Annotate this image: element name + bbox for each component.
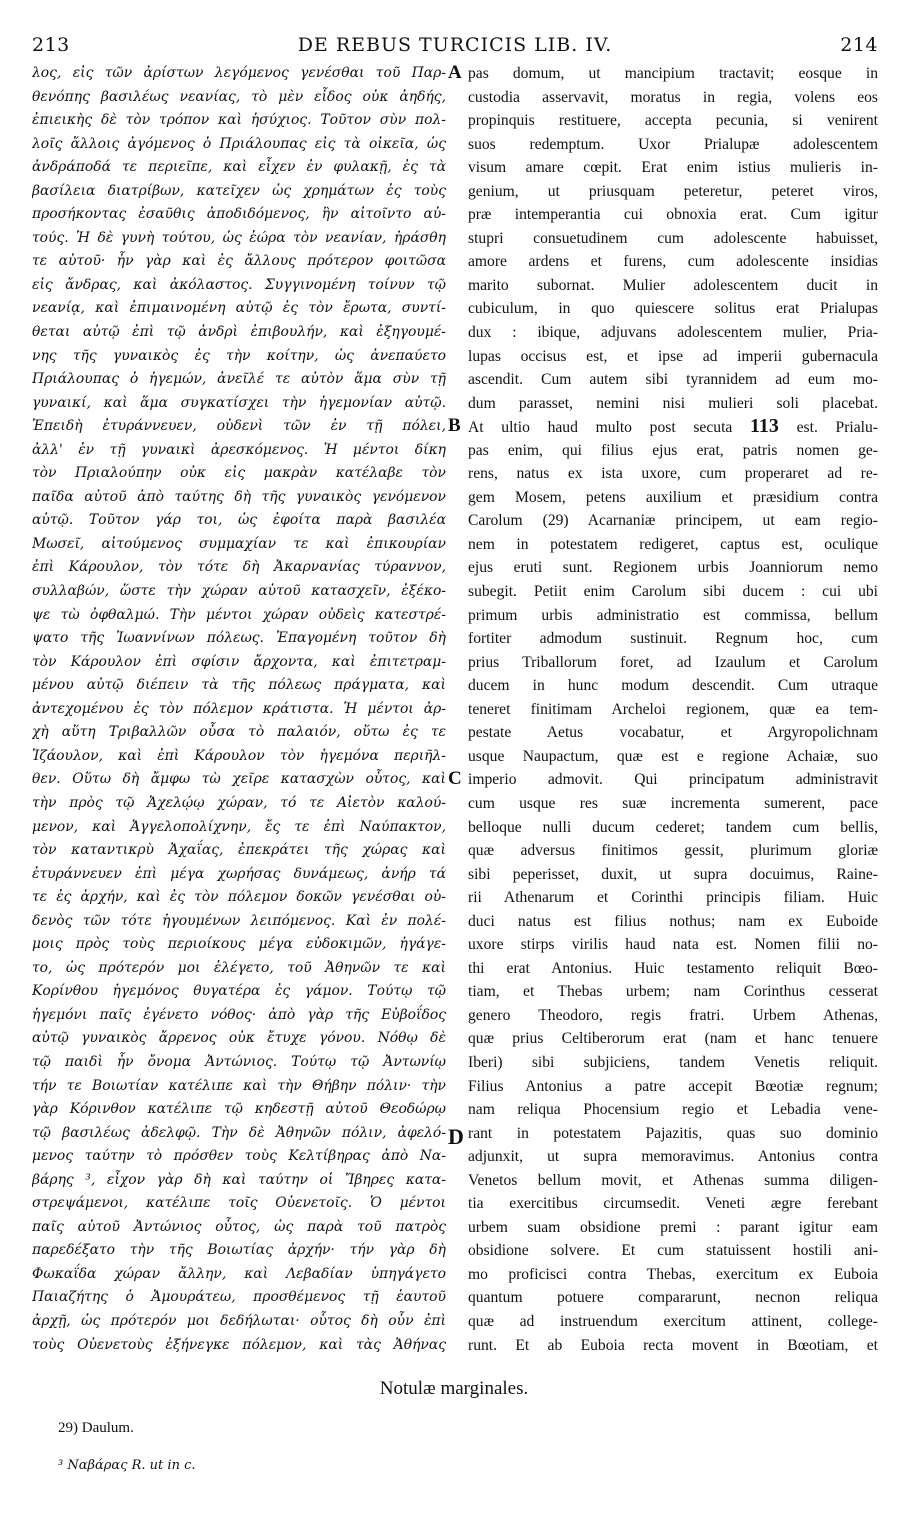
latin-line-b-start: At ultio haud multo post secuta <box>468 419 751 437</box>
latin-lines-before-b <box>468 62 878 415</box>
greek-text-line: τὴν πρὸς τῷ Ἀχελῴῳ χώραν, τό τε Αἰετὸν καλού- <box>32 794 446 811</box>
latin-line-b-end: est. Prialu- <box>778 419 878 437</box>
latin-text-line: obsidione solvere. Et cum statuissent hostili ani- <box>468 1242 878 1260</box>
latin-text-line: dux : ibique, adjuvans adolescentem mulier, Pria- <box>468 324 878 342</box>
greek-text-line: Φωκαΐδα χώραν ἄλλην, καὶ Λεβαδίαν ὑπηγάγετο <box>32 1265 446 1282</box>
latin-text-line: Filius Antonius a patre accepit Bœotiæ regnum; <box>468 1077 878 1095</box>
greek-text-line: Ἐπειδὴ ἐτυράννευεν, οὐδενὶ τῶν ἐν τῇ πόλει, <box>32 418 446 435</box>
latin-text-line: dum parasset, nemini nisi mulieri soli placebat. <box>468 394 878 412</box>
greek-text-line: ἐπιεικὴς δὲ τὸν τρόπον καὶ ἡσύχιος. Τοῦτον σὺν πολ- <box>32 112 446 129</box>
latin-text-line: uxore stirps virilis haud nata est. Nomen filii no- <box>468 936 878 954</box>
latin-text-line: pestate Aetus vocabatur, et Argyropolichnam <box>468 724 878 742</box>
latin-text-line: quæ ad instruendum exercitum attinent, college- <box>468 1312 878 1330</box>
greek-text-line: δενὸς τῶν τότε ἡγουμένων λειπόμενος. Καὶ ἐν πολέ- <box>32 912 446 929</box>
latin-text-line: ducem in hunc modum descendit. Cum utraque <box>468 677 878 695</box>
latin-text-line: cubiculum, in quo quiescere solitus erat Prialupas <box>468 300 878 318</box>
latin-text-line: pas enim, qui filius ejus erat, patris nomen ge- <box>468 441 878 459</box>
latin-text-line: rens, natus ex ista uxore, cum properaret ad re- <box>468 465 878 483</box>
greek-text-line: Κορίνθου ἡγεμόνος θυγατέρα ἐς γάμον. Τούτῳ τῷ <box>32 983 446 1000</box>
latin-text-line: quæ adversus finitimos gessit, plurimum gloriæ <box>468 842 878 860</box>
latin-text-line: nem in potestatem redigeret, captus est, oculique <box>468 535 878 553</box>
latin-text-line: propinquis restituere, accepta pecunia, si venirent <box>468 112 878 130</box>
latin-text-line: marito subornat. Mulier adolescentem ducit in <box>468 276 878 294</box>
latin-text-line: runt. Et ab Euboia recta movent in Bœotiam, et <box>468 1336 878 1354</box>
greek-text-line: τοὺς Οὐενετοὺς ἐξήνεγκε πόλεμον, καὶ τὰς Ἀθήνας <box>32 1336 446 1353</box>
greek-text-line: αὐτῷ. Τοῦτον γάρ τοι, ὡς ἐφοίτα παρὰ βασιλέα <box>32 512 446 529</box>
greek-text-line: ἐπὶ Κάρουλον, τὸν τότε δὴ Ἀκαρνανίας τύραννον, <box>32 559 446 576</box>
greek-text-line: αὐτῷ γυναικὸς ἄρρενος οὐκ ἔτυχε γόνου. Νόθῳ δὲ <box>32 1030 446 1047</box>
latin-text-line: mo proficisci contra Thebas, exercitum ex Euboia <box>468 1265 878 1283</box>
greek-text-line: ψε τὼ ὀφθαλμώ. Τὴν μέντοι χώραν οὐδεὶς κατεστρέ- <box>32 606 446 623</box>
latin-text-line: ascendit. Cum autem sibi tyrannidem ad eum mo- <box>468 371 878 389</box>
latin-text-line: tiam, et Thebas urbem; nam Corinthus cesserat <box>468 983 878 1001</box>
greek-text-line: θεν. Οὕτω δὴ ἄμφω τὼ χεῖρε κατασχὼν οὗτος, καὶ <box>32 771 446 788</box>
greek-text-line: Πριάλουπας ὁ ἡγεμών, ἀνεῖλέ τε αὐτὸν ἅμα σὺν τῇ <box>32 371 446 388</box>
greek-text-line: συλλαβών, ὥστε τὴν χώραν αὐτοῦ κατασχεῖν, ἐξέκο- <box>32 583 446 600</box>
greek-text-line: στρεψάμενοι, κατέλιπε τοῖς Οὐενετοῖς. Ὁ μέντοι <box>32 1195 446 1212</box>
greek-text-line: ἡγεμόνι παῖς ἐγένετο νόθος· ἀπὸ γὰρ τῆς Εὐβοΐδος <box>32 1006 446 1023</box>
greek-text-line: ἀντεχομένου ἐς τὸν πόλεμον κράτιστα. Ἡ μέντοι ἀρ- <box>32 700 446 717</box>
latin-text-line: urbem suam obsidione premi : parant igitur eam <box>468 1218 878 1236</box>
latin-text-line: prius Triballorum foret, ad Izaulum et Carolum <box>468 653 878 671</box>
latin-text-column <box>468 62 878 1357</box>
latin-text-line: rant in potestatem Pajazitis, quas suo dominio <box>468 1124 878 1142</box>
latin-text-line: quantum potuere compararunt, necnon reliqua <box>468 1289 878 1307</box>
greek-text-line: τὸν Κάρουλον ἐπὶ σφίσιν ἄρχοντα, καὶ ἐπιτετραμ- <box>32 653 446 670</box>
latin-text-line: imperio admovit. Qui principatum administravit <box>468 771 878 789</box>
footnote-29: 29) Daulum. <box>58 1420 134 1436</box>
greek-text-line: βάρης ³, εἶχον γὰρ δὴ καὶ ταύτην οἱ Ἴβηρες κατα- <box>32 1171 446 1188</box>
latin-text-line: tia exercitibus circumsedit. Veneti ægre ferebant <box>468 1195 878 1213</box>
latin-text-line: pas domum, ut mancipium tractavit; eosque in <box>468 65 878 82</box>
greek-text-line: Μωσεῖ, αἰτούμενος συμμαχίαν τε καὶ ἐπικουρίαν <box>32 535 446 552</box>
greek-text-line: μενον, καὶ Ἀγγελοπολίχνην, ἔς τε ἐπὶ Ναύπακτον, <box>32 818 446 835</box>
greek-text-line: γυναικί, καὶ ἅμα συγκατίσχει τὴν ἡγεμονίαν αὐτῷ. <box>32 394 446 411</box>
latin-text-line: gem Mosem, petens auxilium et præsidium contra <box>468 488 878 506</box>
margin-marker-b: B <box>448 415 461 436</box>
greek-text-line: ἀλλ' ἐν τῇ γυναικὶ ἀρεσκόμενος. Ἡ μέντοι δίκη <box>32 441 446 458</box>
latin-text-line: amore ardens et furens, cum adolescente insidias <box>468 253 878 271</box>
greek-text-line: ἀρχῇ, ὡς πρότερόν μοι δεδήλωται· οὗτος δὴ οὖν ἐπὶ <box>32 1312 446 1329</box>
greek-text-line: ἀνδράποδά τε περιεῖπε, καὶ εἶχεν ἐν φυλακῇ, ἐς τὰ <box>32 159 446 176</box>
margin-marker-c: C <box>448 768 462 789</box>
latin-text-line: præ intemperantia cui obnoxia erat. Cum igitur <box>468 206 878 224</box>
greek-text-line: Παιαζήτης ὁ Ἀμουράτεω, προσθέμενος τῇ ἑαυτοῦ <box>32 1289 446 1306</box>
greek-text-line: γὰρ Κόρινθον κατέλιπε τῷ κηδεστῇ αὐτοῦ Θεοδώρῳ <box>32 1101 446 1118</box>
latin-text-line: stupri consuetudinem cum adolescente habuisset, <box>468 229 878 247</box>
greek-text-line: μοις πρὸς τοὺς περιοίκους μέγα εὐδοκιμῶν, ἠγάγε- <box>32 936 446 953</box>
left-page-number: 213 <box>32 34 70 56</box>
latin-text-line: sibi peperisset, duxit, ut supra docuimus, Raine- <box>468 865 878 883</box>
greek-text-column <box>32 62 446 1357</box>
greek-text-line: ψατο τῆς Ἰωαννίνων πόλεως. Ἐπαγομένη τοῦτον δὴ <box>32 630 446 647</box>
latin-text-line: lupas occisus est, et ipse ad imperii gubernacula <box>468 347 878 365</box>
greek-text-line: θενόπης βασιλέως νεανίας, τὸ μὲν εἶδος οὐκ ἀηδής, <box>32 88 446 105</box>
notes-title: Notulæ marginales. <box>379 1378 529 1399</box>
margin-marker-d: D <box>448 1124 464 1149</box>
greek-text-line: μενος ταύτην τὸ πρόσθεν τοὺς Κελτίβηρας ἀπὸ Να- <box>32 1148 446 1165</box>
latin-text-line: genero Theodoro, regis fratri. Urbem Athenas, <box>468 1006 878 1024</box>
latin-text-line: quæ prius Celtiberorum erat (nam et hanc tenuere <box>468 1030 878 1048</box>
latin-text-line: subegit. Petiit enim Carolum sibi ducem : cui ubi <box>468 583 878 601</box>
greek-text-line: ἐτυράννευεν ἐπὶ μέγα χωρήσας δυνάμεως, ἀνήρ τά <box>32 865 446 882</box>
latin-text-line: custodia asservavit, moratus in regia, volens eos <box>468 88 878 106</box>
greek-text-line: θεται αὐτῷ ἐπὶ τῷ ἀνδρὶ ἐπιβουλήν, καὶ ἐξηγουμέ- <box>32 324 446 341</box>
greek-text-line: μένου αὐτῷ διέπειν τὰ τῆς πόλεως πράγματα, καὶ <box>32 677 446 694</box>
latin-text-line: duci natus est filius nothus; nam ex Euboide <box>468 912 878 930</box>
latin-text-line: cum usque res suæ incrementa sumerent, pace <box>468 794 878 812</box>
greek-text-line: τε αὐτοῦ· ἦν γὰρ καὶ ἐς ἄλλους πρότερον φοιτῶσα <box>32 253 446 270</box>
latin-text-line: genium, ut priusquam peteretur, peteret viros, <box>468 182 878 200</box>
greek-text-line: νεανίᾳ, καὶ ἐπιμαινομένη αὐτῷ ἐς τὸν ἔρωτα, συντί- <box>32 300 446 317</box>
latin-text-line: belloque nulli ducum cederet; tandem cum bellis, <box>468 818 878 836</box>
latin-text-line: usque Naupactum, quæ est e regione Achaiæ, suo <box>468 747 878 765</box>
greek-text-line: Ἰζάουλον, καὶ ἐπὶ Κάρουλον τὸν ἡγεμόνα περιῆλ- <box>32 747 446 764</box>
latin-text-line: nam reliqua Phocensium regio et Lebadia vene- <box>468 1101 878 1119</box>
latin-lines-after-b <box>468 439 878 1357</box>
latin-text-line: teneret finitimam Archeloi regionem, quæ ea tem- <box>468 700 878 718</box>
latin-text-line: Venetos bellum movit, et Athenas summa diligen- <box>468 1171 878 1189</box>
latin-text-line: ejus eruti sunt. Regionem urbis Joanniorum nemo <box>468 559 878 577</box>
margin-marker-a: A <box>448 62 462 83</box>
running-header <box>32 34 878 58</box>
footnote-3: ³ Ναβάρας R. ut in c. <box>58 1458 196 1473</box>
latin-text-line: fortiter admodum sustinuit. Regnum hoc, cum <box>468 630 878 648</box>
greek-text-line: λος, εἰς τῶν ἀρίστων λεγόμενος γενέσθαι τοῦ Παρ- <box>32 65 446 81</box>
greek-text-line: τε ἐς ἀρχήν, καὶ ἐς τὸν πόλεμον δοκῶν γενέσθαι οὐ- <box>32 889 446 906</box>
inline-page-number: 113 <box>750 415 779 438</box>
greek-text-line: εἰς ἄνδρας, καὶ ἀκόλαστος. Συγγινομένη τοίνυν τῷ <box>32 276 446 293</box>
latin-text-line: Iberi) sibi subjiciens, tandem Venetis reliquit. <box>468 1053 878 1071</box>
latin-text-line: visum amare cœpit. Erat enim istius mulieris in- <box>468 159 878 177</box>
right-page-number: 214 <box>840 34 878 56</box>
latin-text-line: thi erat Antonius. Huic testamento reliquit Bœo- <box>468 959 878 977</box>
running-title: DE REBUS TURCICIS LIB. IV. <box>297 34 613 56</box>
greek-text-line: το, ὡς πρότερόν μοι ἐλέγετο, τοῦ Ἀθηνῶν τε καὶ <box>32 959 446 976</box>
latin-text-line: Carolum (29) Acarnaniæ principem, ut eam regio- <box>468 512 878 530</box>
greek-text-line: τήν τε Βοιωτίαν κατέλιπε καὶ τὴν Θήβην πόλιν· τὴν <box>32 1077 446 1094</box>
latin-text-line: primum urbis administratio est commissa, bellum <box>468 606 878 624</box>
latin-text-line: rii Athenarum et Corinthi principis filiam. Huic <box>468 889 878 907</box>
greek-text-line: προσήκοντας ἐσαῦθις ἀποδιδόμενος, ἣν αἰτοῖντο αὐ- <box>32 206 446 223</box>
latin-line-b <box>468 415 878 439</box>
greek-text-line: τῷ βασιλέως ἀδελφῷ. Τὴν δὲ Ἀθηνῶν πόλιν, ἀφελό- <box>32 1124 446 1141</box>
greek-text-line: τὸν Πριαλούπην οὐκ εἰς μακρὰν κατέλαβε τὸν <box>32 465 446 482</box>
greek-text-line: παῖδα αὐτοῦ ἀπὸ ταύτης δὴ τῆς γυναικὸς γενόμενον <box>32 488 446 505</box>
latin-text-line: suos redemptum. Uxor Prialupæ adolescentem <box>468 135 878 153</box>
greek-text-line: τούς. Ἡ δὲ γυνὴ τούτου, ὡς ἑώρα τὸν νεανίαν, ἠράσθη <box>32 229 446 246</box>
greek-text-line: παῖς αὐτοῦ Ἀντώνιος οὗτος, ὡς παρὰ τοῦ πατρὸς <box>32 1218 446 1235</box>
latin-text-line: adjunxit, ut supra memoravimus. Antonius contra <box>468 1148 878 1166</box>
greek-text-line: τὸν καταντικρὺ Ἀχαΐας, ἐπεκράτει τῆς χώρας καὶ <box>32 842 446 859</box>
greek-text-line: βασίλεια διατρίβων, κατεῖχεν ὡς χρημάτων ἐς τοὺς <box>32 182 446 199</box>
greek-text-line: λοῖς ἄλλοις ἀγόμενος ὁ Πριάλουπας εἰς τὰ οἰκεῖα, ὡς <box>32 135 446 152</box>
greek-text-line: χὴ αὕτη Τριβαλλῶν οὖσα τὸ παλαιόν, οὕτω ἐς τε <box>32 724 446 741</box>
greek-text-line: τῷ παιδὶ ἦν ὄνομα Ἀντώνιος. Τούτῳ τῷ Ἀντωνίῳ <box>32 1053 446 1070</box>
greek-text-line: νης τῆς γυναικὸς ἐς τὴν κοίτην, ὡς ἀνεπαύετο <box>32 347 446 364</box>
greek-text-line: παρεδέξατο τὴν τῆς Βοιωτίας ἀρχήν· τήν γὰρ δὴ <box>32 1242 446 1259</box>
